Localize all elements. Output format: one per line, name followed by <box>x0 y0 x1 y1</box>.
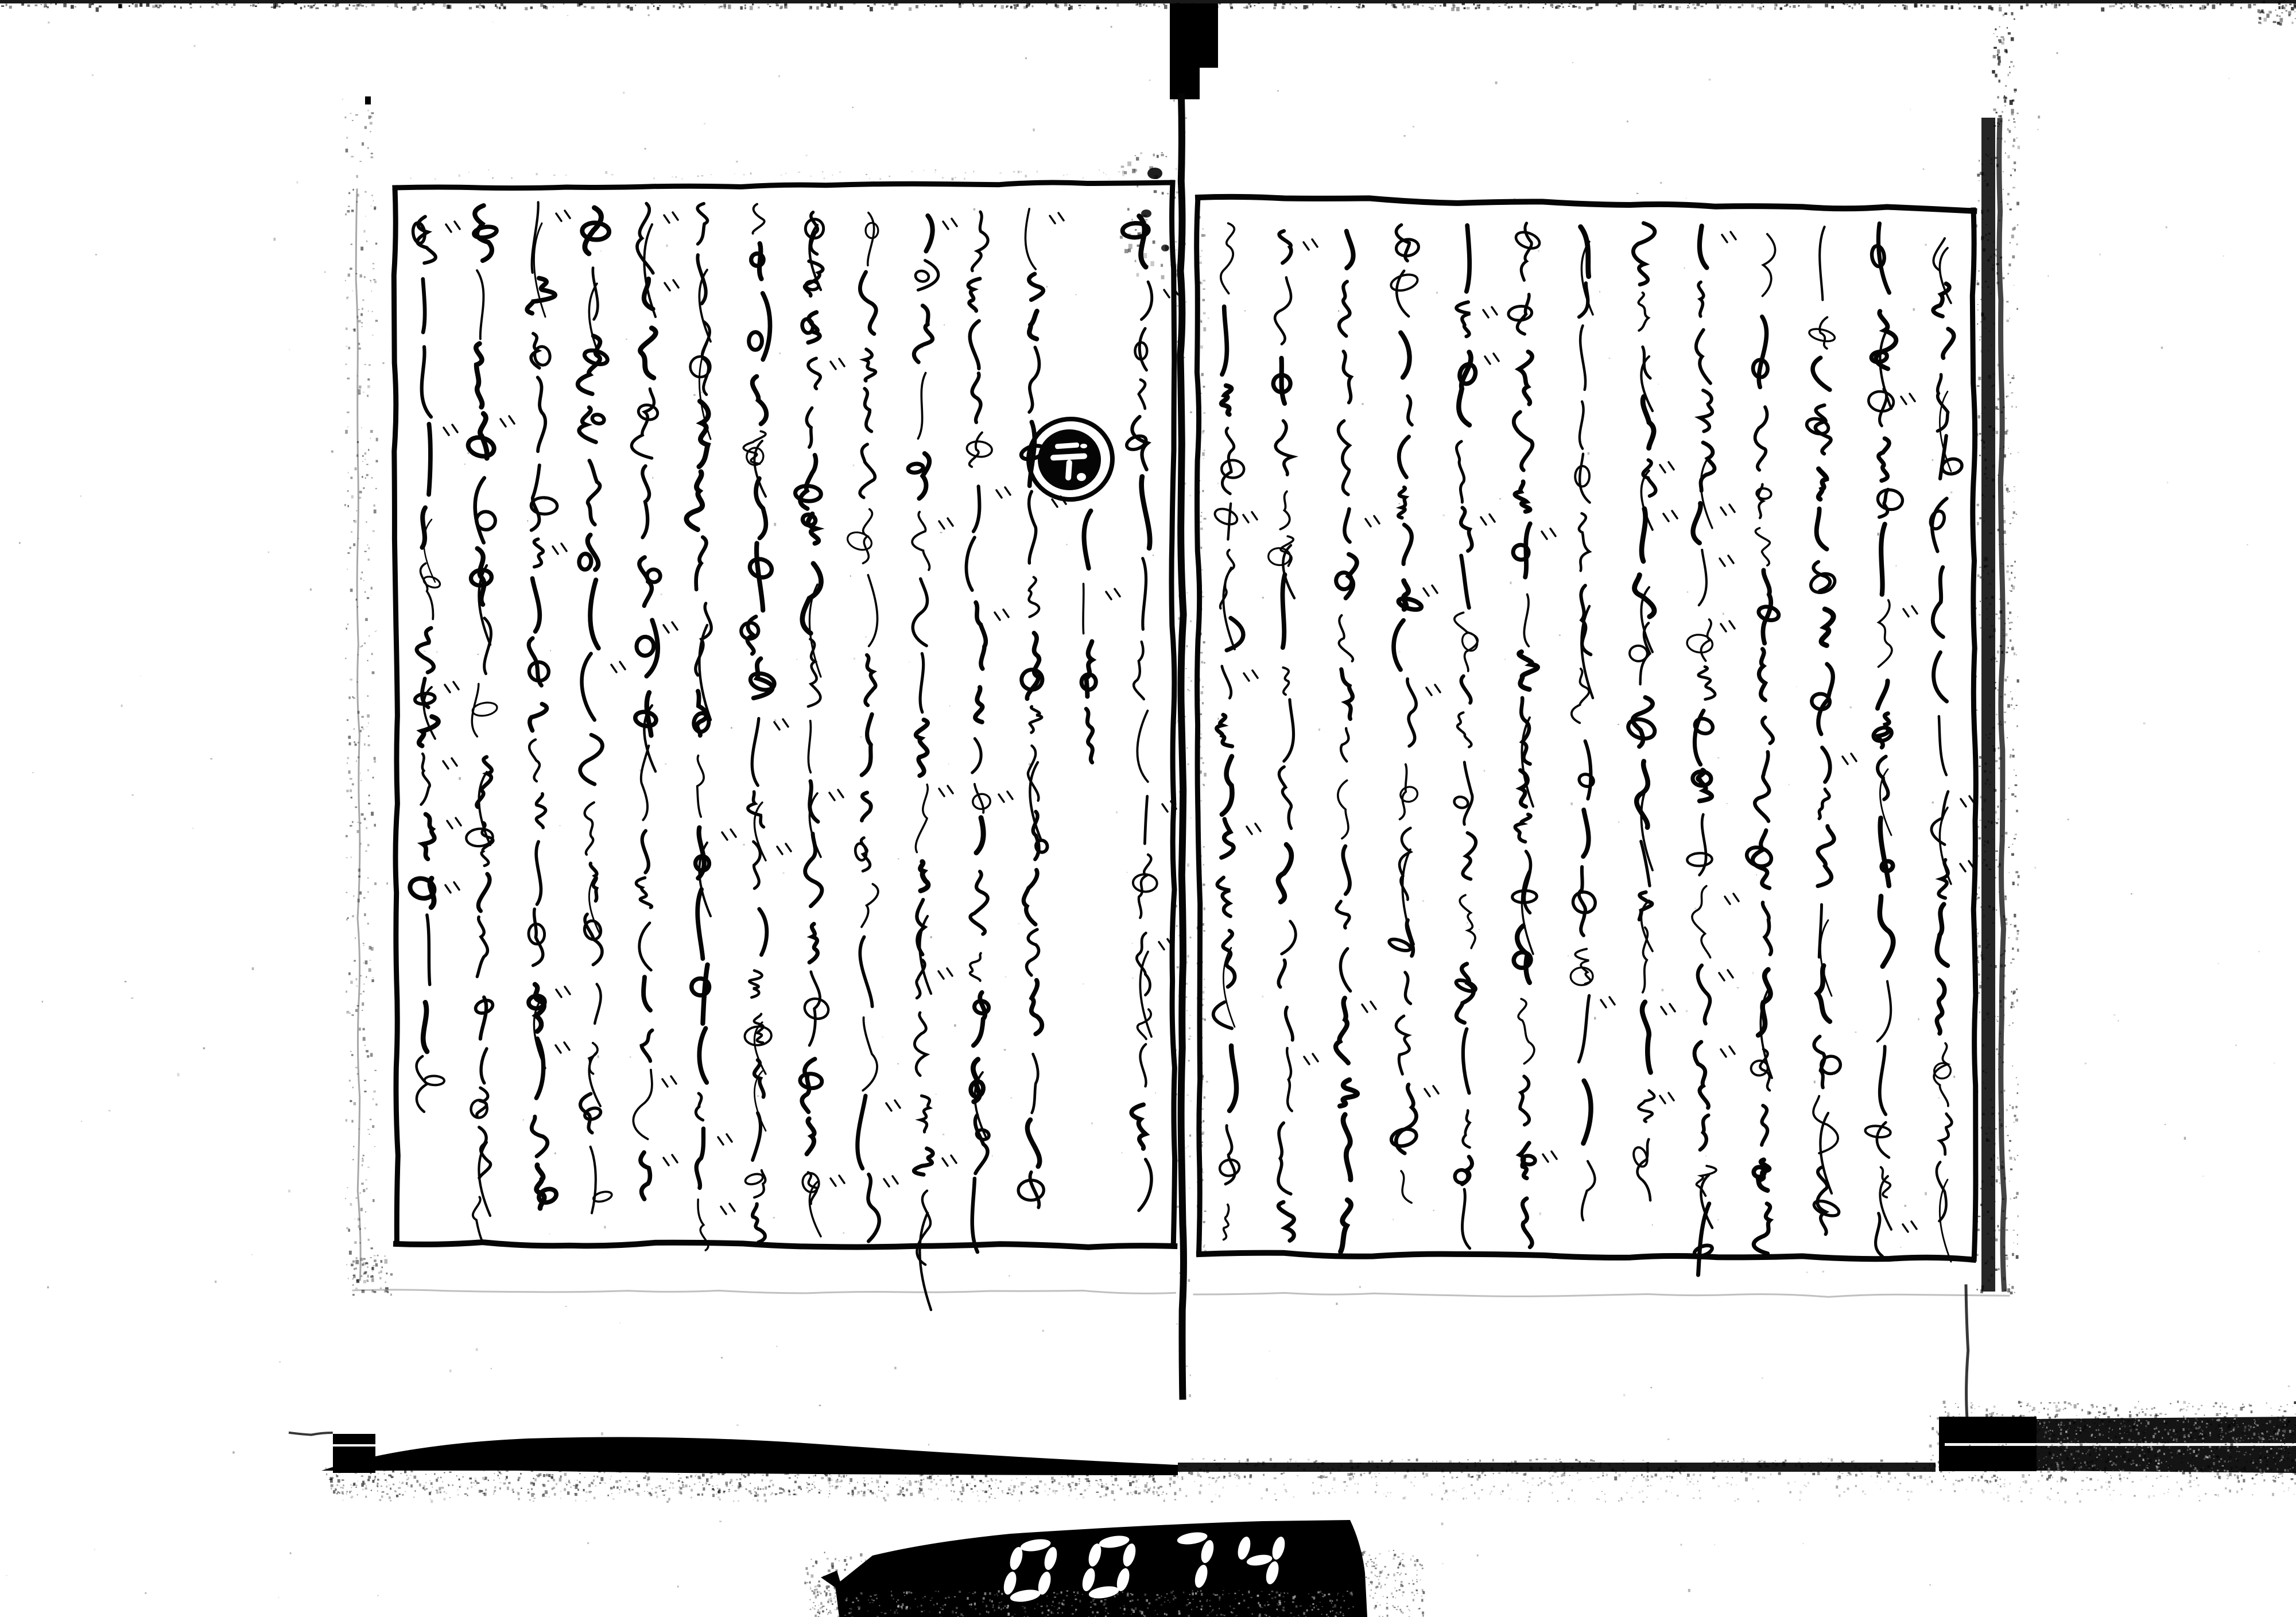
left-page-text-columns <box>408 202 1178 1310</box>
right-page-frame <box>1196 197 1976 1260</box>
center-binding-gutter <box>1170 3 1218 1397</box>
right-page <box>1194 12 2020 1297</box>
book-bottom-shadow <box>290 1286 2296 1503</box>
left-page-frame <box>394 183 1174 1247</box>
top-edge-line <box>0 0 2296 104</box>
left-page <box>344 110 1180 1310</box>
frame-counter-display <box>804 1520 1425 1617</box>
ink-blotches <box>410 152 1180 279</box>
leaf-number-seal <box>1025 415 1116 503</box>
right-page-text-columns <box>1213 223 1975 1275</box>
